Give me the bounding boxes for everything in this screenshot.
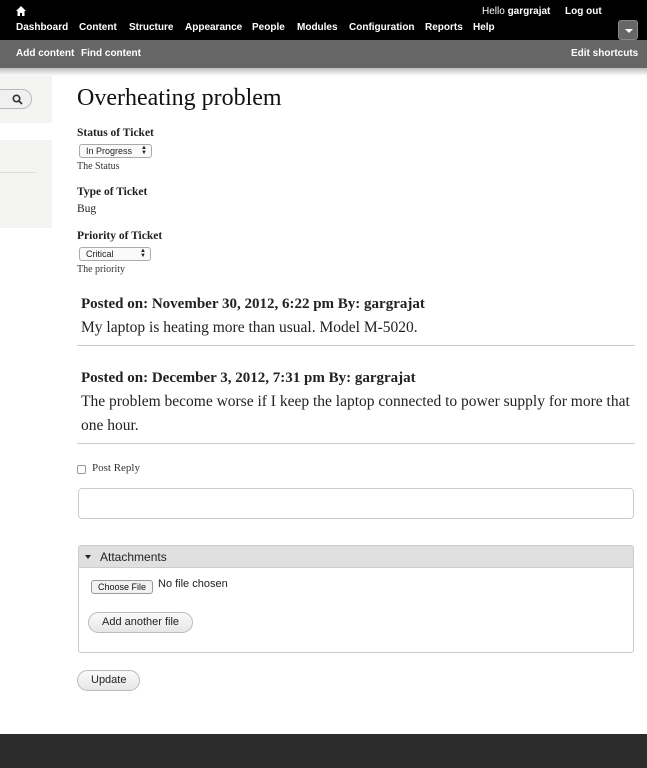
home-icon[interactable] [15,5,27,17]
type-label: Type of Ticket [77,186,148,198]
comment-header: Posted on: November 30, 2012, 6:22 pm By: gargrajat [81,296,425,312]
menu-reports[interactable]: Reports [425,22,463,33]
comment-body: The problem become worse if I keep the laptop connected to power supply for more that one hour. [81,393,630,434]
collapse-triangle-icon [85,555,91,559]
comment-divider [77,345,635,346]
page-title: Overheating problem [77,85,282,111]
file-status: No file chosen [158,578,228,590]
shortcuts-toggle-button[interactable] [618,20,638,40]
attachments-fieldset [78,545,634,653]
search-icon [12,94,23,105]
search-button[interactable] [0,89,32,109]
status-label: Status of Ticket [77,127,154,139]
attachments-title: Attachments [100,550,167,564]
priority-description: The priority [77,264,126,275]
menu-dashboard[interactable]: Dashboard [16,22,69,33]
greeting-text: Hello [482,6,508,17]
menu-structure[interactable]: Structure [129,22,174,33]
logout-link[interactable]: Log out [565,6,602,17]
status-select[interactable] [79,144,152,158]
menu-configuration[interactable]: Configuration [349,22,415,33]
post-reply-label[interactable]: Post Reply [92,462,140,474]
menu-modules[interactable]: Modules [297,22,338,33]
comment-divider [77,443,635,444]
sidebar-divider [0,172,36,173]
menu-content[interactable]: Content [79,22,117,33]
choose-file-button[interactable]: Choose File [91,580,153,594]
shortcut-find-content[interactable]: Find content [81,48,141,59]
comment-body: My laptop is heating more than usual. Model M-5020. [81,319,418,336]
comment-header: Posted on: December 3, 2012, 7:31 pm By: gargrajat [81,370,416,386]
sidebar-search-region [0,76,52,123]
select-arrows-icon: ▲ ▼ [141,145,147,156]
select-arrows-icon: ▲ ▼ [140,248,146,259]
shortcut-add-content[interactable]: Add content [16,48,75,59]
post-reply-checkbox[interactable] [77,465,86,474]
status-description: The Status [77,161,120,172]
username-link[interactable]: gargrajat [507,6,551,17]
type-value: Bug [77,203,97,215]
attachments-toggle[interactable] [79,546,633,568]
update-button[interactable]: Update [77,670,140,691]
priority-select-value: Critical [86,249,114,259]
priority-select[interactable] [79,247,151,261]
add-another-file-button[interactable]: Add another file [88,612,193,633]
priority-label: Priority of Ticket [77,230,163,242]
admin-toolbar [0,0,647,40]
sidebar-block [0,140,52,228]
edit-shortcuts-link[interactable]: Edit shortcuts [571,48,639,59]
reply-text-field[interactable] [78,488,634,519]
shortcuts-bar [0,40,647,68]
page-footer [0,734,647,768]
chevron-down-icon [625,29,633,33]
status-select-value: In Progress [86,146,133,156]
user-greeting [482,6,550,17]
menu-help[interactable]: Help [473,22,495,33]
menu-people[interactable]: People [252,22,285,33]
menu-appearance[interactable]: Appearance [185,22,243,33]
toolbar-shadow [0,68,647,76]
